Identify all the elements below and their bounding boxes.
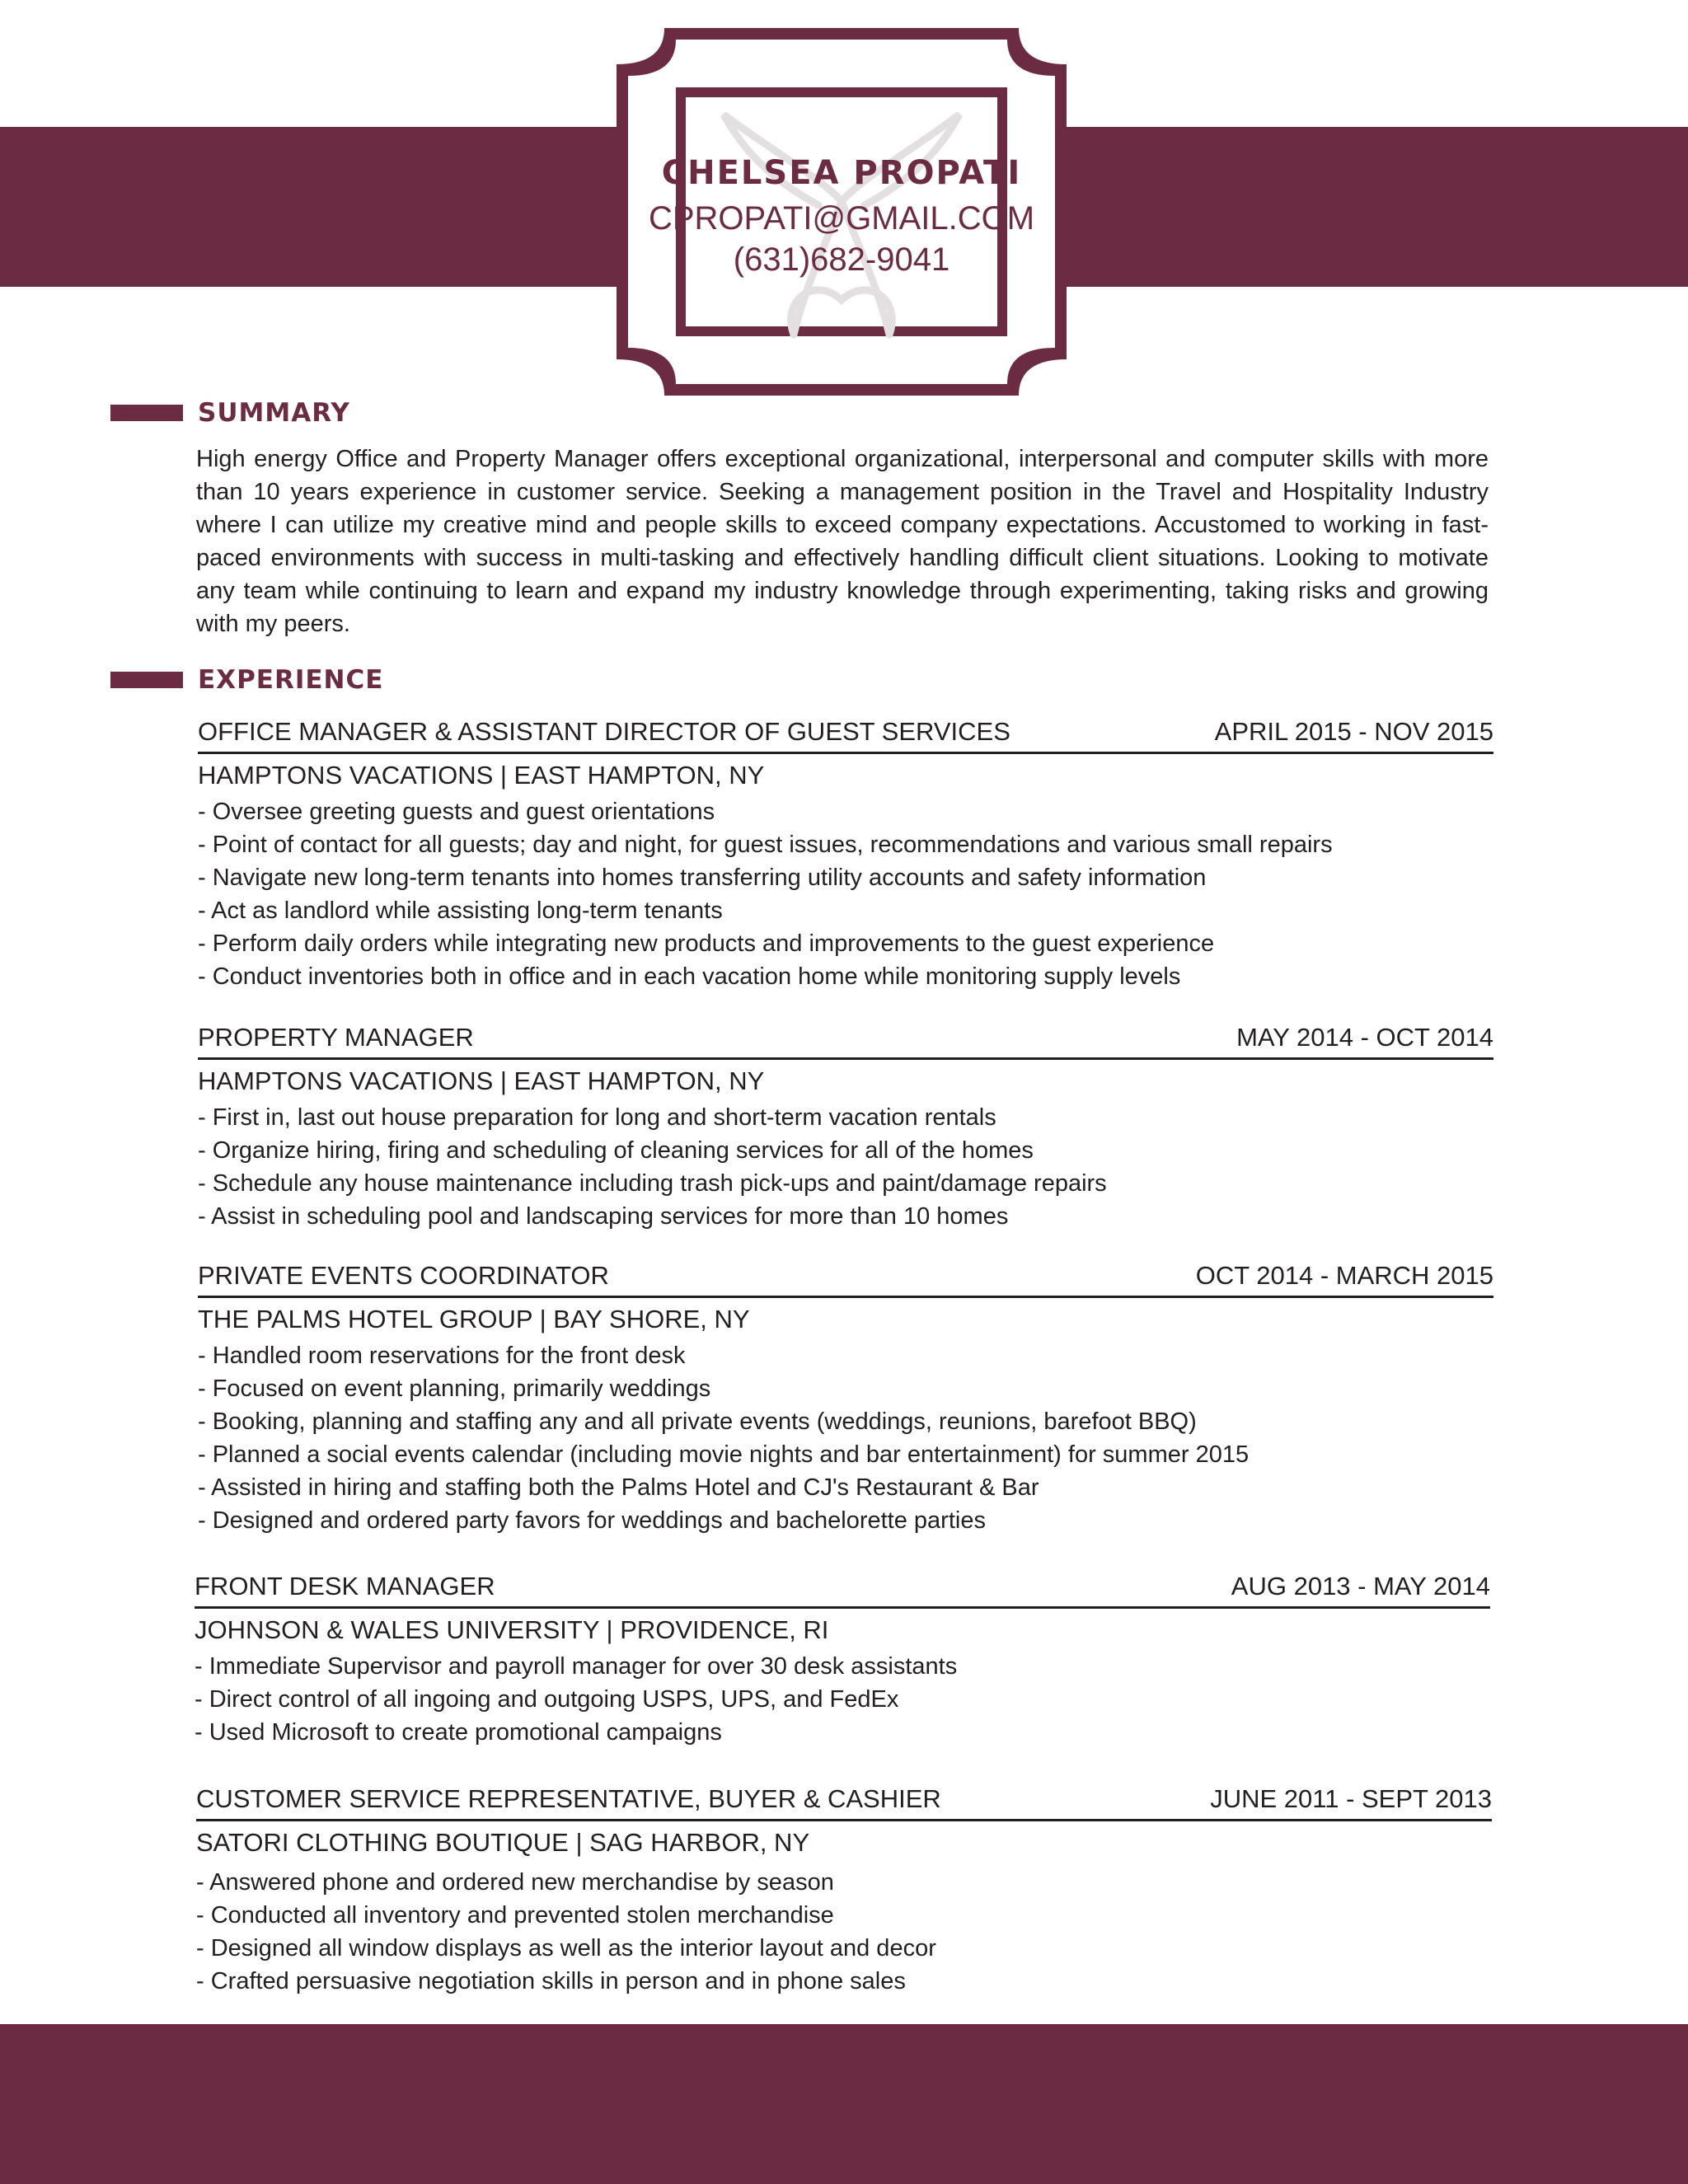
summary-heading (110, 396, 350, 429)
job-title: CUSTOMER SERVICE REPRESENTATIVE, BUYER & CASHIER (196, 1784, 941, 1813)
duty-item: - Point of contact for all guests; day and night, for guest issues, recommendations and various small repairs (198, 832, 1333, 858)
job-duties-list (196, 1866, 1492, 1998)
duty-item: - First in, last out house preparation for long and short-term vacation rentals (198, 1104, 996, 1131)
job-company: THE PALMS HOTEL GROUP | BAY SHORE, NY (198, 1305, 750, 1333)
job-header (198, 714, 1493, 754)
duty-item: - Answered phone and ordered new merchandise by season (196, 1869, 834, 1896)
job-dates: APRIL 2015 - NOV 2015 (1214, 717, 1493, 746)
job-company: HAMPTONS VACATIONS | EAST HAMPTON, NY (198, 1066, 765, 1095)
job-entry (198, 1019, 1493, 1233)
duty-item: - Conduct inventories both in office and in each vacation home while monitoring supply levels (198, 963, 1181, 990)
duty-item: - Conducted all inventory and prevented stolen merchandise (196, 1902, 834, 1929)
job-entry (198, 1258, 1493, 1537)
duty-item: - Crafted persuasive negotiation skills in person and in phone sales (196, 1968, 906, 1994)
job-entry (196, 1781, 1492, 1998)
job-company: JOHNSON & WALES UNIVERSITY | PROVIDENCE, RI (195, 1615, 829, 1644)
footer-band (0, 2024, 1688, 2184)
duty-item: - Immediate Supervisor and payroll manager for over 30 desk assistants (195, 1653, 958, 1680)
header-identity (617, 148, 1067, 280)
summary-title: SUMMARY (198, 398, 350, 428)
duty-item: - Handled room reservations for the front desk (198, 1343, 686, 1369)
job-entry (195, 1568, 1490, 1749)
candidate-name: CHELSEA PROPATI (661, 154, 1022, 192)
job-header (195, 1568, 1490, 1609)
duty-item: - Designed and ordered party favors for weddings and bachelorette parties (198, 1507, 986, 1534)
duty-item: - Booking, planning and staffing any and all private events (weddings, reunions, barefoot BBQ) (198, 1408, 1197, 1435)
job-title: FRONT DESK MANAGER (195, 1572, 495, 1601)
job-dates: MAY 2014 - OCT 2014 (1236, 1023, 1493, 1052)
experience-title: EXPERIENCE (198, 665, 384, 695)
job-header (198, 1258, 1493, 1298)
job-duties-list (198, 1339, 1493, 1537)
job-duties-list (198, 795, 1493, 993)
duty-item: - Perform daily orders while integrating new products and improvements to the guest experience (198, 930, 1215, 957)
job-duties-list (195, 1650, 1490, 1749)
phone-number: (631)682-9041 (733, 241, 950, 278)
duty-item: - Assist in scheduling pool and landscaping services for more than 10 homes (198, 1203, 1009, 1230)
job-company: SATORI CLOTHING BOUTIQUE | SAG HARBOR, NY (196, 1828, 810, 1857)
duty-item: - Act as landlord while assisting long-term tenants (198, 898, 723, 924)
duty-item: - Direct control of all ingoing and outgoing USPS, UPS, and FedEx (195, 1686, 899, 1713)
email-address: CPROPATI@GMAIL.COM (648, 200, 1035, 237)
job-company: HAMPTONS VACATIONS | EAST HAMPTON, NY (198, 761, 765, 790)
job-duties-list (198, 1101, 1493, 1233)
job-dates: OCT 2014 - MARCH 2015 (1195, 1261, 1493, 1290)
job-title: PROPERTY MANAGER (198, 1023, 474, 1052)
summary-paragraph: High energy Office and Property Manager offers exceptional organizational, interpersonal and computer skills with more than 10 years experience in customer service. Seeking a management position in the Travel and Hospitality Industry where I can utilize my creative mind and people skills to exceed company expectations. Accustomed to working in fast-paced environments with success in multi-tasking and effectively handling difficult client situations. Looking to motivate any team while continuing to learn and expand my industry knowledge through experimenting, taking risks and growing with my peers. (196, 446, 1489, 637)
duty-item: - Assisted in hiring and staffing both the Palms Hotel and CJ's Restaurant & Bar (198, 1474, 1039, 1501)
duty-item: - Schedule any house maintenance including trash pick-ups and paint/damage repairs (198, 1170, 1107, 1197)
job-dates: AUG 2013 - MAY 2014 (1231, 1572, 1490, 1601)
job-title: PRIVATE EVENTS COORDINATOR (198, 1261, 609, 1290)
duty-item: - Used Microsoft to create promotional campaigns (195, 1719, 722, 1746)
duty-item: - Navigate new long-term tenants into homes transferring utility accounts and safety information (198, 865, 1207, 891)
experience-heading (110, 663, 383, 696)
duty-item: - Organize hiring, firing and scheduling of cleaning services for all of the homes (198, 1137, 1034, 1164)
duty-item: - Oversee greeting guests and guest orientations (198, 799, 715, 825)
job-dates: JUNE 2011 - SEPT 2013 (1210, 1784, 1492, 1813)
duty-item: - Focused on event planning, primarily weddings (198, 1376, 711, 1402)
job-header (198, 1019, 1493, 1060)
job-entry (198, 714, 1493, 993)
job-header (196, 1781, 1492, 1821)
duty-item: - Designed all window displays as well as the interior layout and decor (196, 1935, 936, 1961)
duty-item: - Planned a social events calendar (including movie nights and bar entertainment) for summer 2015 (198, 1441, 1250, 1468)
section-marker-bar (110, 672, 183, 688)
job-title: OFFICE MANAGER & ASSISTANT DIRECTOR OF GUEST SERVICES (198, 717, 1010, 746)
section-marker-bar (110, 405, 183, 421)
